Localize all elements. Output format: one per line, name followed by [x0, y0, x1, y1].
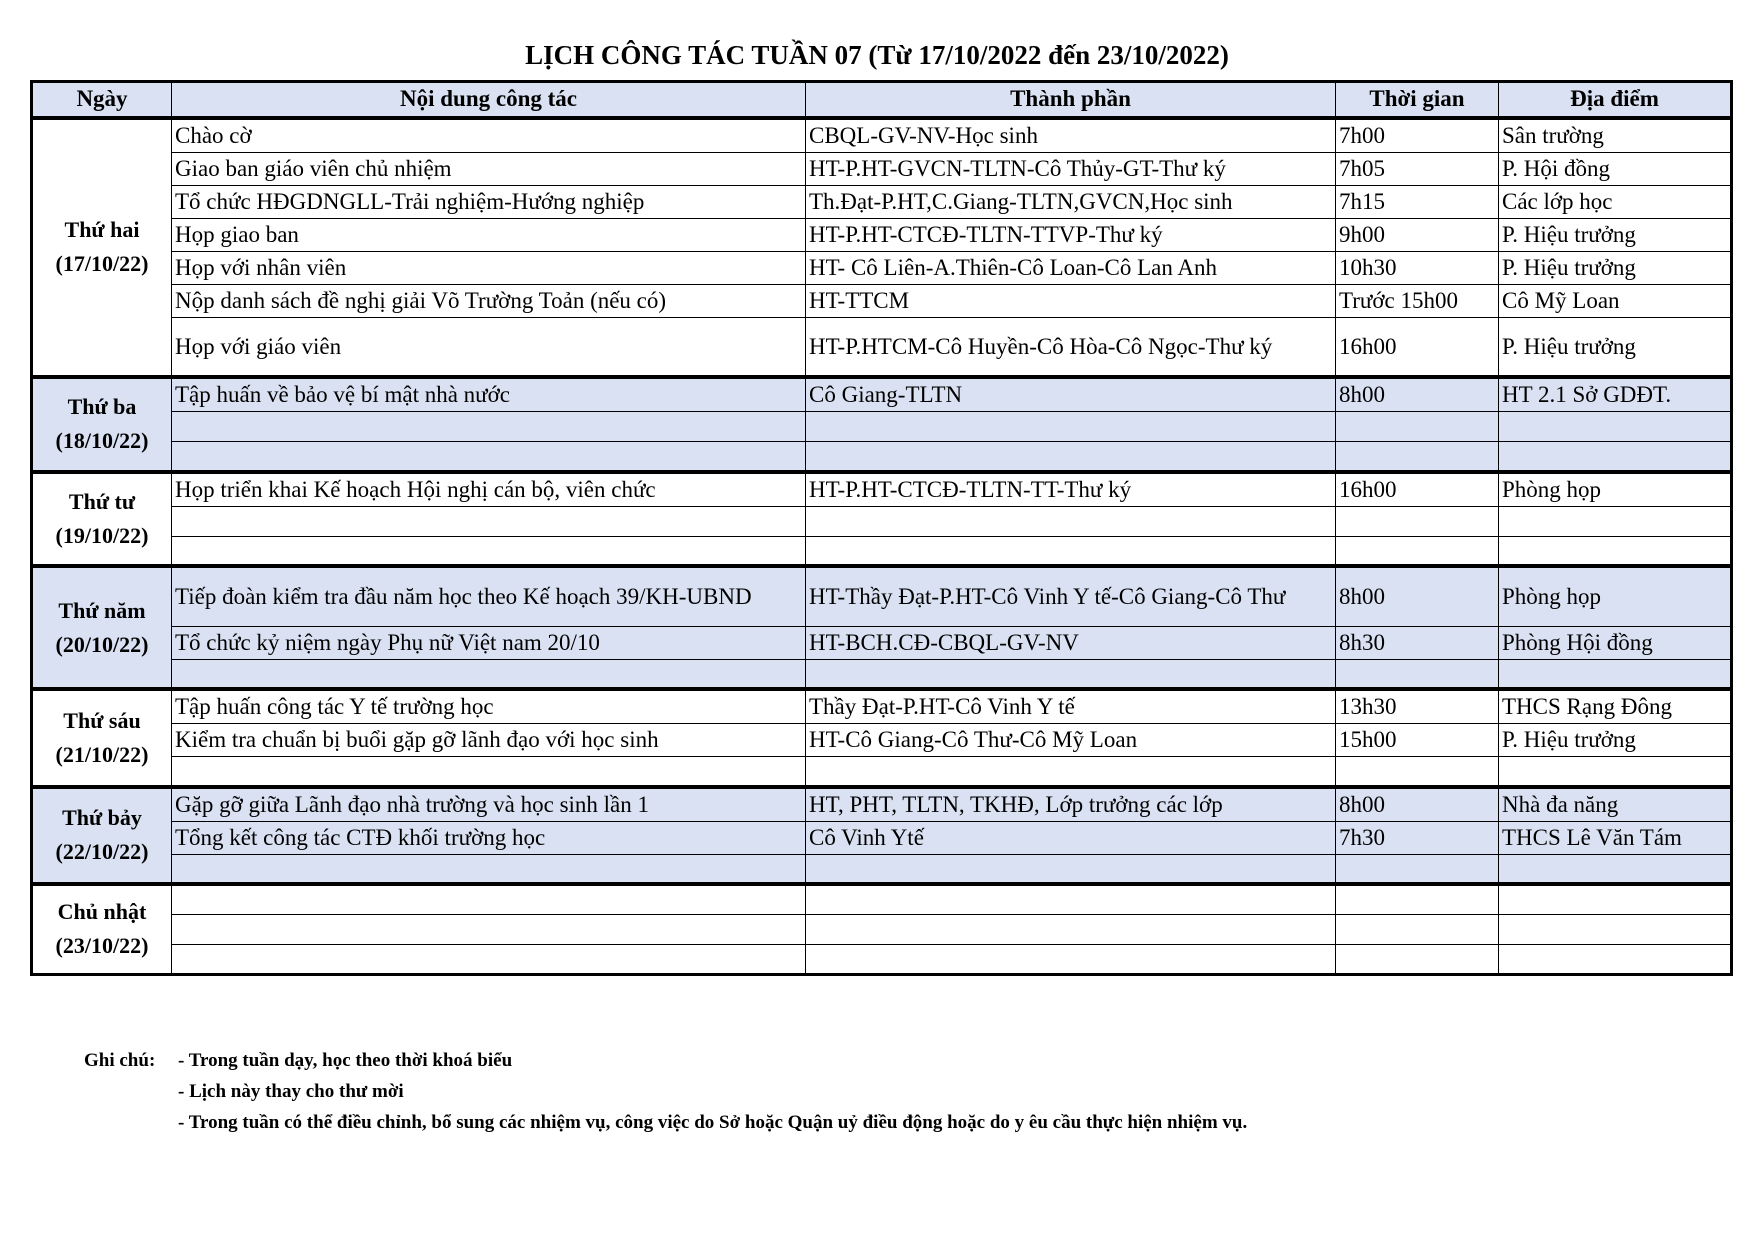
- day-name: Thứ tư: [68, 488, 136, 514]
- table-row: [32, 377, 1732, 412]
- table-row: [32, 412, 1732, 442]
- participants-cell: HT-Thầy Đạt-P.HT-Cô Vinh Y tế-Cô Giang-Cô Thư: [806, 566, 1336, 626]
- location-cell: [1499, 659, 1732, 689]
- table-row: [32, 659, 1732, 689]
- participants-cell: [806, 442, 1336, 472]
- location-cell: [1499, 884, 1732, 914]
- table-row: [32, 251, 1732, 284]
- day-date: (19/10/22): [55, 522, 149, 548]
- activity-cell: Kiểm tra chuẩn bị buổi gặp gỡ lãnh đạo với học sinh: [172, 724, 806, 757]
- table-row: [32, 914, 1732, 944]
- header-participants: Thành phần: [806, 82, 1336, 118]
- day-name: Thứ năm: [58, 597, 146, 623]
- day-date: (22/10/22): [55, 839, 149, 865]
- day-cell: [32, 787, 172, 885]
- location-cell: Phòng họp: [1499, 472, 1732, 507]
- participants-cell: HT-P.HTCM-Cô Huyền-Cô Hòa-Cô Ngọc-Thư ký: [806, 317, 1336, 377]
- participants-cell: Cô Giang-TLTN: [806, 377, 1336, 412]
- table-row: [32, 757, 1732, 787]
- location-cell: [1499, 536, 1732, 566]
- participants-cell: HT-Cô Giang-Cô Thư-Cô Mỹ Loan: [806, 724, 1336, 757]
- participants-cell: [806, 884, 1336, 914]
- table-row: [32, 506, 1732, 536]
- table-row: [32, 317, 1732, 377]
- activity-cell: Giao ban giáo viên chủ nhiệm: [172, 152, 806, 185]
- table-row: [32, 689, 1732, 724]
- day-date: (23/10/22): [55, 933, 149, 959]
- table-row: [32, 787, 1732, 822]
- time-cell: 7h15: [1336, 185, 1499, 218]
- note-line: - Trong tuần dạy, học theo thời khoá biểu: [178, 1049, 513, 1071]
- time-cell: 13h30: [1336, 689, 1499, 724]
- day-date: (21/10/22): [55, 741, 149, 767]
- participants-cell: HT- Cô Liên-A.Thiên-Cô Loan-Cô Lan Anh: [806, 251, 1336, 284]
- participants-cell: Thầy Đạt-P.HT-Cô Vinh Y tế: [806, 689, 1336, 724]
- activity-cell: Tập huấn về bảo vệ bí mật nhà nước: [172, 377, 806, 412]
- time-cell: [1336, 536, 1499, 566]
- activity-cell: Tập huấn công tác Y tế trường học: [172, 689, 806, 724]
- header-location: Địa điểm: [1499, 82, 1732, 118]
- time-cell: 8h00: [1336, 566, 1499, 626]
- activity-cell: Tổ chức kỷ niệm ngày Phụ nữ Việt nam 20/10: [172, 626, 806, 659]
- participants-cell: [806, 412, 1336, 442]
- location-cell: THCS Rạng Đông: [1499, 689, 1732, 724]
- time-cell: 16h00: [1336, 317, 1499, 377]
- participants-cell: [806, 536, 1336, 566]
- table-row: [32, 944, 1732, 974]
- location-cell: [1499, 944, 1732, 974]
- day-cell: [32, 472, 172, 567]
- time-cell: 8h00: [1336, 787, 1499, 822]
- page-title: LỊCH CÔNG TÁC TUẦN 07 (Từ 17/10/2022 đến 23/10/2022): [525, 40, 1229, 70]
- activity-cell: Tổng kết công tác CTĐ khối trường học: [172, 821, 806, 854]
- activity-cell: [172, 536, 806, 566]
- table-row: [32, 218, 1732, 251]
- location-cell: [1499, 854, 1732, 884]
- time-cell: [1336, 914, 1499, 944]
- activity-cell: [172, 757, 806, 787]
- time-cell: 10h30: [1336, 251, 1499, 284]
- participants-cell: HT, PHT, TLTN, TKHĐ, Lớp trưởng các lớp: [806, 787, 1336, 822]
- time-cell: 7h00: [1336, 118, 1499, 153]
- time-cell: Trước 15h00: [1336, 284, 1499, 317]
- participants-cell: [806, 659, 1336, 689]
- activity-cell: [172, 854, 806, 884]
- table-row: [32, 884, 1732, 914]
- time-cell: 15h00: [1336, 724, 1499, 757]
- day-name: Thứ hai: [64, 217, 140, 243]
- table-row: [32, 854, 1732, 884]
- location-cell: THCS Lê Văn Tám: [1499, 821, 1732, 854]
- location-cell: P. Hội đồng: [1499, 152, 1732, 185]
- table-row: [32, 118, 1732, 153]
- note-line: - Trong tuần có thể điều chỉnh, bổ sung các nhiệm vụ, công việc do Sở hoặc Quận uỷ điều động hoặc do y êu cầu thực hiện nhiệm vụ.: [178, 1111, 1248, 1133]
- header-time: Thời gian: [1336, 82, 1499, 118]
- day-date: (20/10/22): [55, 631, 149, 657]
- time-cell: [1336, 884, 1499, 914]
- location-cell: P. Hiệu trưởng: [1499, 317, 1732, 377]
- activity-cell: [172, 944, 806, 974]
- participants-cell: [806, 914, 1336, 944]
- location-cell: Phòng họp: [1499, 566, 1732, 626]
- time-cell: [1336, 506, 1499, 536]
- header-row: [32, 82, 1732, 118]
- table-row: [32, 442, 1732, 472]
- day-cell: [32, 118, 172, 378]
- day-name: Chủ nhật: [57, 899, 147, 925]
- table-row: [32, 536, 1732, 566]
- activity-cell: Gặp gỡ giữa Lãnh đạo nhà trường và học sinh lần 1: [172, 787, 806, 822]
- time-cell: [1336, 442, 1499, 472]
- day-cell: [32, 884, 172, 974]
- table-row: [32, 724, 1732, 757]
- time-cell: [1336, 757, 1499, 787]
- day-cell: [32, 377, 172, 472]
- location-cell: [1499, 442, 1732, 472]
- day-cell: [32, 566, 172, 689]
- day-name: Thứ bảy: [62, 805, 142, 831]
- location-cell: P. Hiệu trưởng: [1499, 724, 1732, 757]
- location-cell: Nhà đa năng: [1499, 787, 1732, 822]
- day-name: Thứ sáu: [63, 707, 141, 733]
- time-cell: 7h05: [1336, 152, 1499, 185]
- participants-cell: [806, 854, 1336, 884]
- activity-cell: Tổ chức HĐGDNGLL-Trải nghiệm-Hướng nghiệp: [172, 185, 806, 218]
- location-cell: [1499, 412, 1732, 442]
- location-cell: P. Hiệu trưởng: [1499, 251, 1732, 284]
- notes-label: Ghi chú:: [84, 1049, 156, 1071]
- location-cell: [1499, 757, 1732, 787]
- table-row: [32, 152, 1732, 185]
- participants-cell: CBQL-GV-NV-Học sinh: [806, 118, 1336, 153]
- participants-cell: Th.Đạt-P.HT,C.Giang-TLTN,GVCN,Học sinh: [806, 185, 1336, 218]
- location-cell: P. Hiệu trưởng: [1499, 218, 1732, 251]
- activity-cell: Họp với giáo viên: [172, 317, 806, 377]
- activity-cell: [172, 442, 806, 472]
- participants-cell: [806, 757, 1336, 787]
- day-name: Thứ ba: [67, 394, 137, 420]
- time-cell: 8h00: [1336, 377, 1499, 412]
- activity-cell: [172, 412, 806, 442]
- location-cell: Sân trường: [1499, 118, 1732, 153]
- day-date: (17/10/22): [55, 251, 149, 277]
- table-row: [32, 566, 1732, 626]
- header-day: Ngày: [32, 82, 172, 118]
- location-cell: Các lớp học: [1499, 185, 1732, 218]
- time-cell: [1336, 854, 1499, 884]
- location-cell: [1499, 914, 1732, 944]
- table-row: [32, 821, 1732, 854]
- location-cell: Cô Mỹ Loan: [1499, 284, 1732, 317]
- day-date: (18/10/22): [55, 428, 149, 454]
- activity-cell: [172, 914, 806, 944]
- table-row: [32, 284, 1732, 317]
- participants-cell: Cô Vinh Ytế: [806, 821, 1336, 854]
- note-line: - Lịch này thay cho thư mời: [178, 1080, 404, 1102]
- schedule-table: [30, 80, 1733, 976]
- participants-cell: HT-P.HT-GVCN-TLTN-Cô Thủy-GT-Thư ký: [806, 152, 1336, 185]
- notes-section: [84, 1045, 1247, 1138]
- time-cell: 8h30: [1336, 626, 1499, 659]
- participants-cell: HT-TTCM: [806, 284, 1336, 317]
- time-cell: 7h30: [1336, 821, 1499, 854]
- location-cell: [1499, 506, 1732, 536]
- participants-cell: HT-P.HT-CTCĐ-TLTN-TTVP-Thư ký: [806, 218, 1336, 251]
- header-content: Nội dung công tác: [172, 82, 806, 118]
- activity-cell: [172, 506, 806, 536]
- activity-cell: Họp triển khai Kế hoạch Hội nghị cán bộ, viên chức: [172, 472, 806, 507]
- location-cell: Phòng Hội đồng: [1499, 626, 1732, 659]
- time-cell: 16h00: [1336, 472, 1499, 507]
- table-row: [32, 472, 1732, 507]
- participants-cell: [806, 506, 1336, 536]
- activity-cell: Tiếp đoàn kiểm tra đầu năm học theo Kế hoạch 39/KH-UBND: [172, 566, 806, 626]
- participants-cell: HT-P.HT-CTCĐ-TLTN-TT-Thư ký: [806, 472, 1336, 507]
- activity-cell: Chào cờ: [172, 118, 806, 153]
- day-cell: [32, 689, 172, 787]
- activity-cell: Họp với nhân viên: [172, 251, 806, 284]
- time-cell: 9h00: [1336, 218, 1499, 251]
- activity-cell: Nộp danh sách đề nghị giải Võ Trường Toản (nếu có): [172, 284, 806, 317]
- table-row: [32, 185, 1732, 218]
- time-cell: [1336, 944, 1499, 974]
- time-cell: [1336, 659, 1499, 689]
- table-row: [32, 626, 1732, 659]
- location-cell: HT 2.1 Sở GDĐT.: [1499, 377, 1732, 412]
- participants-cell: [806, 944, 1336, 974]
- activity-cell: [172, 659, 806, 689]
- activity-cell: Họp giao ban: [172, 218, 806, 251]
- time-cell: [1336, 412, 1499, 442]
- activity-cell: [172, 884, 806, 914]
- participants-cell: HT-BCH.CĐ-CBQL-GV-NV: [806, 626, 1336, 659]
